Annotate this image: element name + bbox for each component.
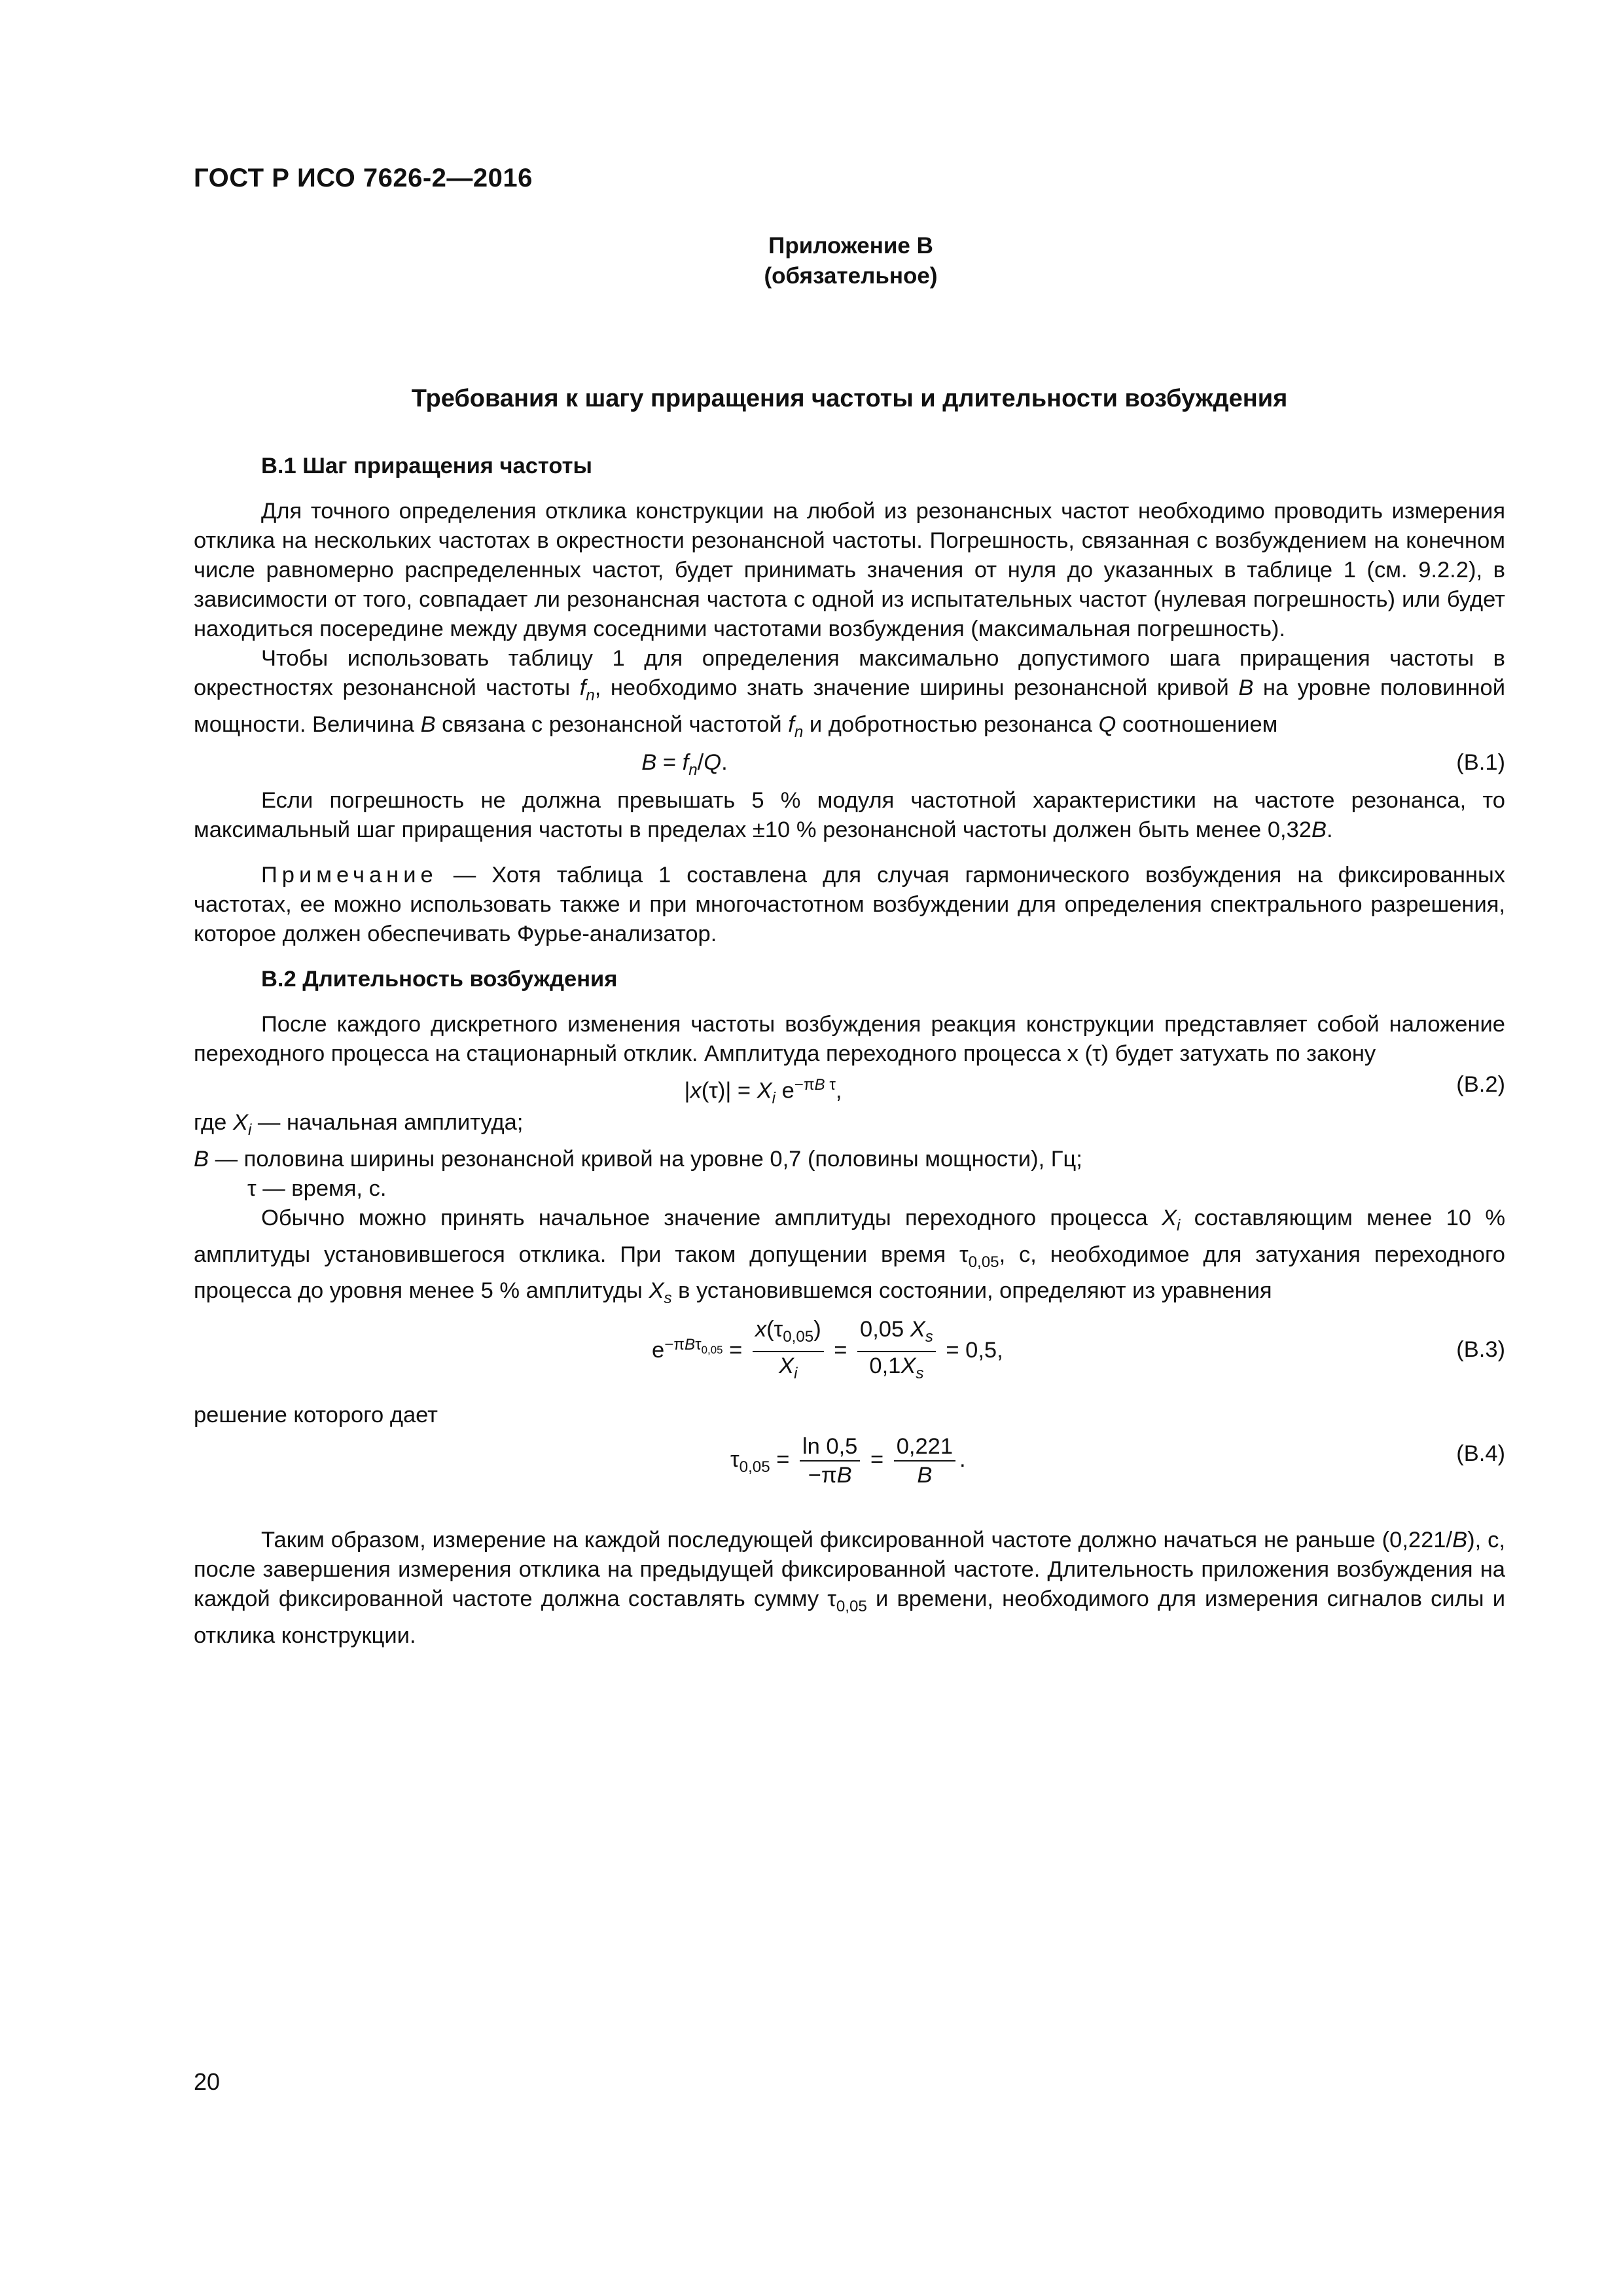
note-label: Примечание bbox=[261, 862, 438, 888]
section-b1-note: Примечание — Хотя таблица 1 составлена для случая гармонического возбуждения на фиксированных частотах, ее можно использовать также и при многочастотном возбуждении для определения спектрального разрешения, которое должен обеспечивать Фурье-анализатор. bbox=[194, 862, 1505, 946]
document-code: ГОСТ Р ИСО 7626-2—2016 bbox=[194, 164, 533, 192]
formula-b3-number: (B.3) bbox=[1456, 1337, 1505, 1363]
section-b2-heading: В.2 Длительность возбуждения bbox=[261, 966, 618, 992]
where-xi: где $X_i$ — начальная амплитуда; bbox=[194, 1109, 524, 1139]
appendix-status: (обязательное) bbox=[764, 263, 938, 289]
formula-b1 bbox=[194, 748, 1505, 781]
section-b1-heading: В.1 Шаг приращения частоты bbox=[261, 454, 592, 478]
formula-b1-number: (B.1) bbox=[1456, 749, 1505, 775]
formula-b3-expression: $e^{-\pi B\tau_{0,05}}$ = $\frac{x(\tau_{0,05})}{X_i}$ = $\frac{0,05 X_s}{0,1X_s}$ = 0,5, bbox=[652, 1317, 1003, 1383]
formula-b4 bbox=[194, 1433, 1505, 1506]
section-b2-paragraph-2: Обычно можно принять начальное значение амплитуды переходного процесса $X_i$ составляющим менее 10 % амплитуды установившегося отклика. При таком допущении время $\tau_{0,05}$, с, необходимое для затухания переходного процесса до уровня менее 5 % амплитуды $X_s$ в установившемся состоянии, определяют из уравнения bbox=[194, 1205, 1505, 1308]
formula-b4-expression: $\tau_{0,05}$ = $\frac{\ln 0,5}{-\pi B}$ = $\frac{0,221}{B}$ . bbox=[730, 1434, 966, 1488]
section-b1-paragraph-3: Если погрешность не должна превышать 5 % модуля частотной характеристики на частоте резонанса, то максимальный шаг приращения частоты в пределах ±10 % резонансной частоты должен быть менее 0,32B. bbox=[194, 787, 1505, 842]
where-b: B — половина ширины резонансной кривой на уровне 0,7 (половины мощности), Гц; bbox=[194, 1146, 1082, 1172]
formula-b3 bbox=[194, 1316, 1505, 1389]
formula-b2 bbox=[194, 1070, 1505, 1107]
where-tau: τ — время, с. bbox=[247, 1175, 387, 1201]
section-b1-paragraph-2: Чтобы использовать таблицу 1 для определения максимально допустимого шага приращения частоты в окрестностях резонансной частоты $f_n$, необходимо знать значение ширины резонансной кривой B на уровне половинной мощности. Величина B связана с резонансной частотой $f_n$ и добротностью резонанса Q соотношением bbox=[194, 646, 1506, 741]
section-b1-paragraph-1: Для точного определения отклика конструкции на любой из резонансных частот необходимо проводить измерения отклика на нескольких частотах в окрестности резонансной частоты. Погрешность, связанная с возбуждением на конечном числе равномерно распределенных частот, будет принимать значения от нуля до указанных в таблице 1 (см. 9.2.2), в зависимости от того, совпадает ли резонансная частота с одной из испытательных частот (нулевая погрешность) или будет находиться посередине между двумя соседними частотами возбуждения (максимальная погрешность). bbox=[194, 499, 1505, 641]
section-b2-paragraph-3: Таким образом, измерение на каждой последующей фиксированной частоте должно начаться не раньше (0,221/B), с, после завершения измерения отклика на предыдущей фиксированной частоте. Длительность приложения возбуждения на каждой фиксированной частоте должна составлять сумму $\tau_{0,05}$ и времени, необходимого для измерения сигналов силы и отклика конструкции. bbox=[194, 1528, 1505, 1649]
formula-b2-number: (B.2) bbox=[1456, 1071, 1505, 1097]
formula-b4-number: (B.4) bbox=[1456, 1441, 1505, 1467]
appendix-title: Требования к шагу приращения частоты и длительности возбуждения bbox=[411, 385, 1288, 412]
section-b2-paragraph-1: После каждого дискретного изменения частоты возбуждения реакция конструкции представляет собой наложение переходного процесса на стационарный отклик. Амплитуда переходного процесса x (τ) будет затухать по закону bbox=[194, 1011, 1505, 1066]
formula-b1-expression: $B = f_n/Q$. bbox=[641, 749, 728, 779]
document-body bbox=[194, 452, 1505, 1651]
solution-intro: решение которого дает bbox=[194, 1403, 438, 1428]
formula-b2-expression: $|x(\tau)| = X_i$ $e^{-\pi B \tau}$, bbox=[684, 1075, 842, 1107]
appendix-label: Приложение В bbox=[768, 233, 933, 259]
page-number: 20 bbox=[194, 2068, 221, 2095]
